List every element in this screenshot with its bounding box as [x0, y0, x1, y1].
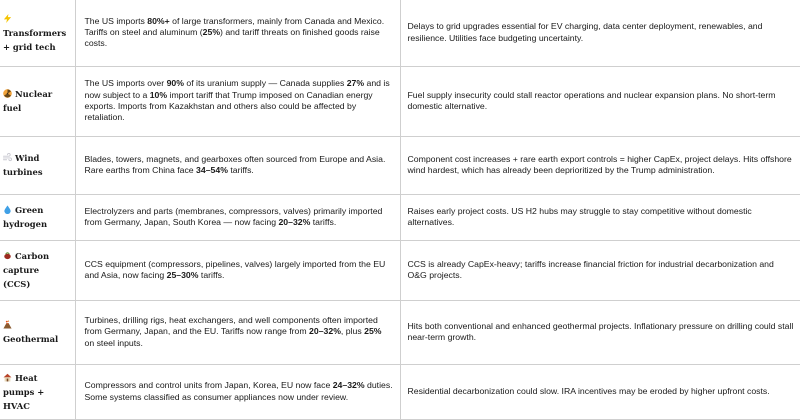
table-row: [0, 0, 800, 66]
sector-cell: [0, 136, 75, 194]
sector-label: Geothermal: [3, 334, 59, 344]
impact-cell: Blades, towers, magnets, and gearboxes often sourced from Europe and Asia. Rare earths from China face 34–54% tariffs.: [75, 136, 400, 194]
sector-label: Wind turbines: [3, 153, 43, 177]
impact-cell: CCS equipment (compressors, pipelines, valves) largely imported from the EU and Asia, now facing 25–30% tariffs.: [75, 240, 400, 300]
sector-cell: [0, 66, 75, 136]
sector-cell: [0, 194, 75, 240]
sector-label: Green hydrogen: [3, 205, 48, 229]
sector-label: Transformers + grid tech: [3, 27, 67, 52]
impact-cell: The US imports over 90% of its uranium supply — Canada supplies 27% and is now subject to a 10% import tariff that Trump imposed on Canadian energy exports. Imports from Kazakhstan and others also could be affected by retaliation.: [75, 66, 400, 136]
table-row: [0, 194, 800, 240]
sector-cell: [0, 364, 75, 419]
consequence-cell: Fuel supply insecurity could stall reactor operations and nuclear expansion plans. No short-term domestic alternative.: [400, 66, 800, 136]
sector-cell: [0, 300, 75, 364]
impact-cell: Turbines, drilling rigs, heat exchangers, and well components often imported from Germany, Japan, and the EU. Tariffs now range from 20–32%, plus 25% on steel inputs.: [75, 300, 400, 364]
sector-label: Carbon capture (CCS): [3, 251, 50, 289]
consequence-cell: CCS is already CapEx-heavy; tariffs increase financial friction for industrial decarbonization and O&G projects.: [400, 240, 800, 300]
sector-cell: [0, 0, 75, 66]
consequence-cell: Raises early project costs. US H2 hubs may struggle to stay competitive without domestic alternatives.: [400, 194, 800, 240]
carbon-capture-icon: [3, 251, 12, 260]
lightning-icon: [3, 14, 12, 23]
consequence-cell: Hits both conventional and enhanced geothermal projects. Inflationary pressure on drilling could stall near-term growth.: [400, 300, 800, 364]
house-icon: [3, 373, 12, 382]
sector-cell: [0, 240, 75, 300]
table-row: [0, 136, 800, 194]
consequence-cell: Component cost increases + rare earth export controls = higher CapEx, project delays. Hits offshore wind hardest, which has already been deprioritized by the Trump administration.: [400, 136, 800, 194]
consequence-cell: Delays to grid upgrades essential for EV charging, data center deployment, renewables, and resilience. Utilities face budgeting uncertainty.: [400, 0, 800, 66]
table-row: [0, 240, 800, 300]
consequence-cell: Residential decarbonization could slow. IRA incentives may be eroded by higher upfront costs.: [400, 364, 800, 419]
table-row: [0, 66, 800, 136]
impact-cell: The US imports 80%+ of large transformers, mainly from Canada and Mexico. Tariffs on steel and aluminum (25%) and tariff threats on finished goods raise costs.: [75, 0, 400, 66]
volcano-icon: [3, 320, 12, 329]
droplet-icon: [3, 205, 12, 214]
impact-cell: Compressors and control units from Japan, Korea, EU now face 24–32% duties. Some systems classified as consumer appliances now under review.: [75, 364, 400, 419]
table-row: [0, 364, 800, 419]
wind-icon: [3, 153, 12, 162]
radioactive-icon: [3, 89, 12, 98]
sector-label: Heat pumps + HVAC: [3, 372, 45, 411]
sector-label: Nuclear fuel: [3, 89, 53, 113]
table-row: [0, 300, 800, 364]
impact-cell: Electrolyzers and parts (membranes, compressors, valves) primarily imported from Germany, Japan, South Korea — now facing 20–32% tariffs.: [75, 194, 400, 240]
